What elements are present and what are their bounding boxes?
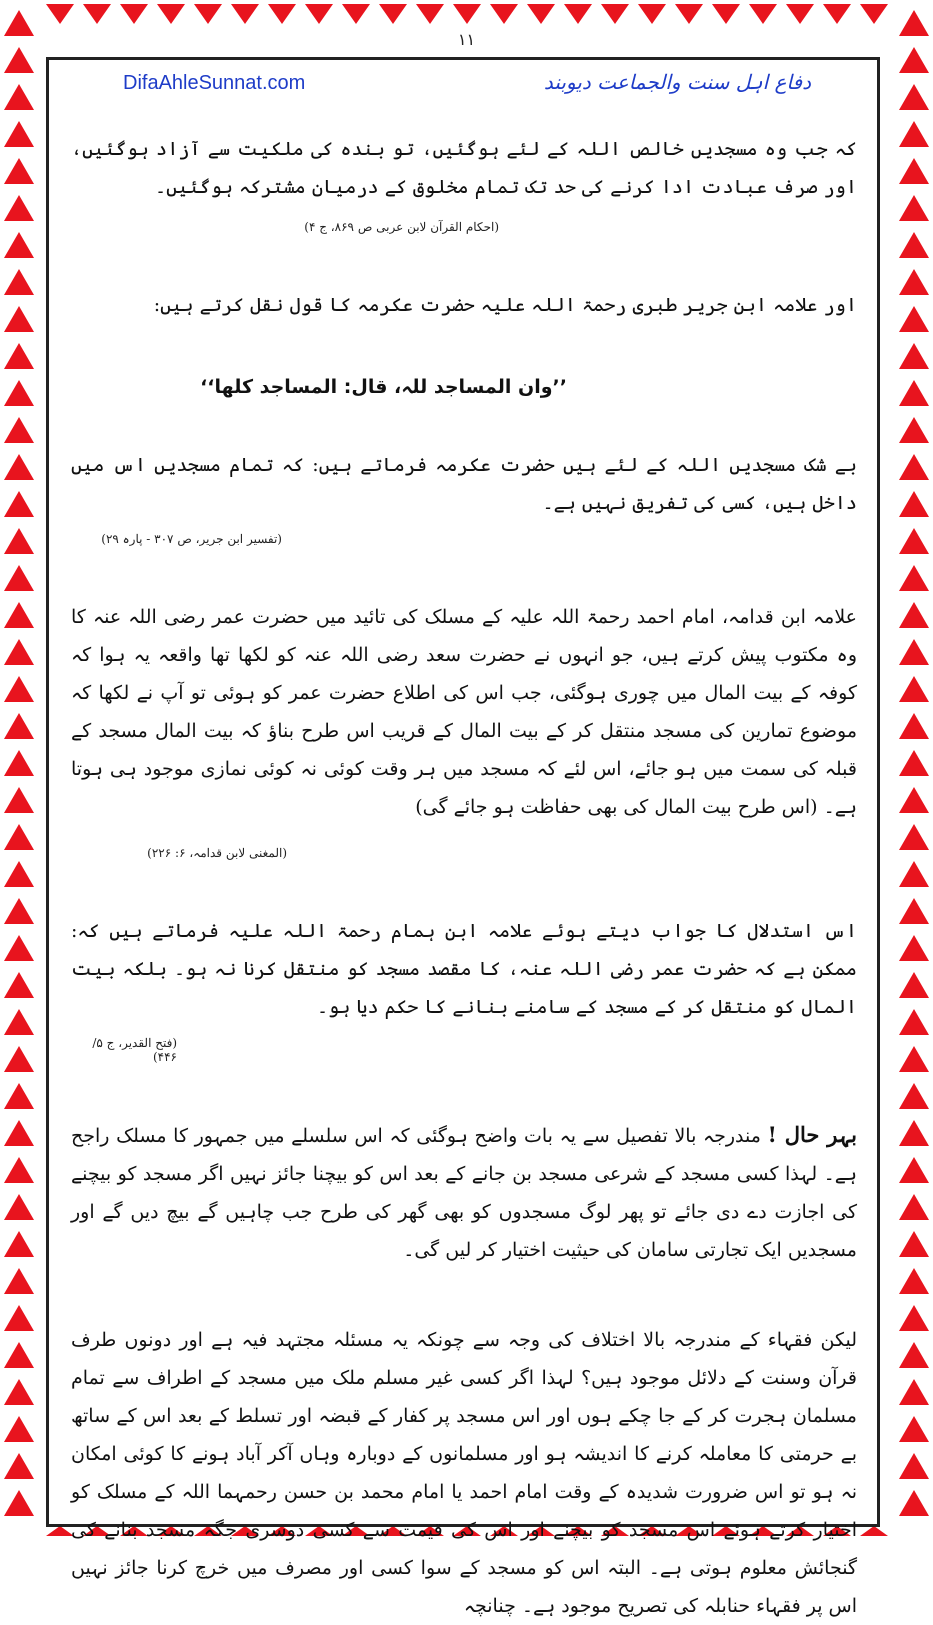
bottom-border-triangle (46, 1526, 74, 1536)
right-border-triangle (899, 1157, 929, 1183)
top-border-triangle (638, 4, 666, 24)
left-border-triangle (4, 1342, 34, 1368)
right-border-triangle (899, 528, 929, 554)
right-border-triangle (899, 861, 929, 887)
right-border-triangle (899, 121, 929, 147)
top-border-triangle (305, 4, 333, 24)
right-border-triangle (899, 750, 929, 776)
top-border-triangle (46, 4, 74, 24)
left-border-triangle (4, 84, 34, 110)
right-border-triangle (899, 269, 929, 295)
right-border-triangle (899, 972, 929, 998)
left-border-triangle (4, 1083, 34, 1109)
left-border-triangle (4, 491, 34, 517)
right-border-triangle (899, 195, 929, 221)
left-triangle-border (0, 0, 40, 1536)
right-border-triangle (899, 602, 929, 628)
right-border-triangle (899, 1231, 929, 1257)
top-border-triangle (157, 4, 185, 24)
arabic-quote: ’’وان المساجد للہ، قال: المساجد کلھا‘‘ (200, 376, 567, 398)
top-border-triangle (527, 4, 555, 24)
left-border-triangle (4, 935, 34, 961)
left-border-triangle (4, 676, 34, 702)
right-border-triangle (899, 1009, 929, 1035)
right-border-triangle (899, 1379, 929, 1405)
top-border-triangle (194, 4, 222, 24)
left-border-triangle (4, 602, 34, 628)
top-border-triangle (453, 4, 481, 24)
paragraph-6 (71, 1116, 857, 1269)
left-border-triangle (4, 1157, 34, 1183)
paragraph-7: لیکن فقہاء کے مندرجہ بالا اختلاف کی وجہ سے چونکہ یہ مسئلہ مجتہد فیہ ہے اور دونوں طرف قرآن وسنت کے دلائل موجود ہیں؟ لہذا اگر کسی غیر مسلم ملک میں مسجد کے اطراف سے تمام مسلمان ہجرت کر کے جا چکے ہوں اور اس مسجد پر کفار کے قبضہ اور تسلط کے بعد اس کے ساتھ بے حرمتی کا معاملہ کرنے کا اندیشہ ہو اور مسلمانوں کے دوبارہ وہاں آکر آباد ہونے کا کوئی امکان نہ ہو تو اس ضرورت شدیدہ کے وقت امام احمد یا امام محمد بن حسن رحمہما اللہ کے مسلک کو اختیار کرتے ہوئے اس مسجد کو بیچنے اور اس کی قیمت سے کسی دوسری جگہ مسجد بنانے کی گنجائش معلوم ہوتی ہے۔ البتہ اس کو مسجد کے سوا کسی اور مصرف میں خرچ کرنا جائز نہیں اس پر فقہاء حنابلہ کی تصریح موجود ہے۔ چنانچہ (71, 1329, 857, 1617)
top-triangle-border (0, 0, 933, 30)
left-border-triangle (4, 1453, 34, 1479)
left-border-triangle (4, 713, 34, 739)
left-border-triangle (4, 195, 34, 221)
right-border-triangle (899, 306, 929, 332)
top-border-triangle (231, 4, 259, 24)
top-border-triangle (749, 4, 777, 24)
page-number: ۱۱ (457, 30, 476, 49)
left-border-triangle (4, 1379, 34, 1405)
top-border-triangle (268, 4, 296, 24)
paragraph-3: بے شک مسجدیں اللہ کے لئے ہیں حضرت عکرمہ فرماتے ہیں: کہ تمام مسجدیں اس میں داخل ہیں، کسی کی تفریق نہیں ہے۔ (71, 454, 857, 514)
right-border-triangle (899, 1083, 929, 1109)
right-border-triangle (899, 898, 929, 924)
left-border-triangle (4, 1490, 34, 1516)
paragraph-4: علامہ ابن قدامہ، امام احمد رحمۃ اللہ علیہ کے مسلک کی تائید میں حضرت عمر رضی اللہ عنہ کا وہ مکتوب پیش کرتے ہیں، جو انہوں نے حضرت سعد رضی اللہ عنہ کو لکھا تھا واقعہ یہ ہوا کہ کوفہ کے بیت المال میں چوری ہوگئی، جب اس کی اطلاع حضرت عمر کو ہوئی تو آپ نے لکھا کہ موضوع تمارین کی مسجد منتقل کر کے بیت المال کے قریب اس طرح بناؤ کہ بیت المال مسجد کے قبلہ کی سمت میں ہو جائے، اس لئے کہ مسجد میں ہر وقت کوئی نہ کوئی نمازی موجود ہی ہوتا ہے۔ (اس طرح بیت المال کی بھی حفاظت ہو جائے گی) (71, 606, 857, 818)
top-border-triangle (675, 4, 703, 24)
content-box (46, 57, 880, 1617)
left-border-triangle (4, 1231, 34, 1257)
right-border-triangle (899, 713, 929, 739)
left-border-triangle (4, 158, 34, 184)
top-border-triangle (823, 4, 851, 24)
left-border-triangle (4, 1120, 34, 1146)
top-border-triangle (120, 4, 148, 24)
top-border-triangle (342, 4, 370, 24)
right-border-triangle (899, 491, 929, 517)
top-border-triangle (490, 4, 518, 24)
left-border-triangle (4, 1009, 34, 1035)
left-border-triangle (4, 380, 34, 406)
top-border-triangle (786, 4, 814, 24)
paragraph-2: اور علامہ ابن جریر طبری رحمۃ اللہ علیہ حضرت عکرمہ کا قول نقل کرتے ہیں: (153, 294, 857, 316)
paragraph-6-text: مندرجہ بالا تفصیل سے یہ بات واضح ہوگئی کہ اس سلسلے میں جمہور کا مسلک راجح ہے۔ لہذا کسی مسجد کے شرعی مسجد بن جانے کے بعد اس کو بیچنا جائز نہیں اگر مسجد کو بیچنے کی اجازت دے دی جائے تو پھر لوگ مسجدوں کو بھی گھر کی طرح جب چاہیں گے بیچ دیں گے اور مسجدیں ایک تجارتی سامان کی حیثیت اختیار کر لیں گی۔ (71, 1125, 857, 1261)
right-border-triangle (899, 232, 929, 258)
paragraph-1: کہ جب وہ مسجدیں خالص اللہ کے لئے ہوگئیں، تو بندہ کی ملکیت سے آزاد ہوگئیں، اور صرف عبادت ادا کرنے کی حد تک تمام مخلوق کے درمیان مشترکہ ہوگئیں۔ (71, 138, 857, 198)
right-border-triangle (899, 1342, 929, 1368)
left-border-triangle (4, 528, 34, 554)
left-border-triangle (4, 787, 34, 813)
left-border-triangle (4, 343, 34, 369)
right-border-triangle (899, 1120, 929, 1146)
right-border-triangle (899, 158, 929, 184)
left-border-triangle (4, 861, 34, 887)
reference-2: (تفسیر ابن جریر، ص ۳۰۷ - پارہ ۲۹) (101, 532, 282, 546)
left-border-triangle (4, 565, 34, 591)
left-border-triangle (4, 1194, 34, 1220)
left-border-triangle (4, 1268, 34, 1294)
top-border-triangle (379, 4, 407, 24)
right-border-triangle (899, 676, 929, 702)
right-border-triangle (899, 1046, 929, 1072)
right-border-triangle (899, 343, 929, 369)
reference-4: (فتح القدیر، ج ۵/ ۴۴۶) (92, 1036, 177, 1064)
paragraph-5: اس استدلال کا جواب دیتے ہوئے علامہ ابن ہمام رحمۃ اللہ علیہ فرماتے ہیں کہ: ممکن ہے کہ حضرت عمر رضی اللہ عنہ، کا مقصد مسجد کو منتقل کرنا نہ ہو۔ بلکہ بیت المال کو منتقل کر کے مسجد کے سامنے بنانے کا حکم دیا ہو۔ (71, 920, 857, 1018)
top-border-triangle (416, 4, 444, 24)
left-border-triangle (4, 454, 34, 480)
right-border-triangle (899, 1194, 929, 1220)
reference-1: (احکام القرآن لابن عربی ص ۸۶۹، ج ۴) (304, 220, 499, 234)
right-border-triangle (899, 1268, 929, 1294)
left-border-triangle (4, 47, 34, 73)
top-border-triangle (83, 4, 111, 24)
left-border-triangle (4, 750, 34, 776)
left-border-triangle (4, 639, 34, 665)
right-border-triangle (899, 639, 929, 665)
right-border-triangle (899, 417, 929, 443)
top-border-triangle (712, 4, 740, 24)
reference-3: (المغنی لابن قدامہ، ۶: ۲۲۶) (147, 846, 287, 860)
right-border-triangle (899, 47, 929, 73)
right-border-triangle (899, 565, 929, 591)
paragraph-6-lead: بہر حال ! (767, 1122, 857, 1147)
right-border-triangle (899, 1305, 929, 1331)
top-border-triangle (860, 4, 888, 24)
right-border-triangle (899, 787, 929, 813)
right-border-triangle (899, 935, 929, 961)
left-border-triangle (4, 306, 34, 332)
left-border-triangle (4, 232, 34, 258)
left-border-triangle (4, 972, 34, 998)
site-link[interactable]: DifaAhleSunnat.com (123, 72, 306, 94)
top-border-triangle (564, 4, 592, 24)
right-border-triangle (899, 1453, 929, 1479)
top-border-triangle (601, 4, 629, 24)
left-border-triangle (4, 1046, 34, 1072)
left-border-triangle (4, 1416, 34, 1442)
right-border-triangle (899, 84, 929, 110)
header-title: دفاع اہل سنت والجماعت دیوبند (543, 70, 811, 94)
left-border-triangle (4, 121, 34, 147)
page-body (71, 120, 857, 1625)
bottom-border-triangle (860, 1526, 888, 1536)
right-border-triangle (899, 380, 929, 406)
left-border-triangle (4, 1305, 34, 1331)
right-border-triangle (899, 1416, 929, 1442)
right-triangle-border (893, 0, 933, 1536)
right-border-triangle (899, 1490, 929, 1516)
left-border-triangle (4, 417, 34, 443)
left-border-triangle (4, 824, 34, 850)
page-header (49, 60, 877, 104)
right-border-triangle (899, 824, 929, 850)
left-border-triangle (4, 898, 34, 924)
left-border-triangle (4, 269, 34, 295)
right-border-triangle (899, 454, 929, 480)
